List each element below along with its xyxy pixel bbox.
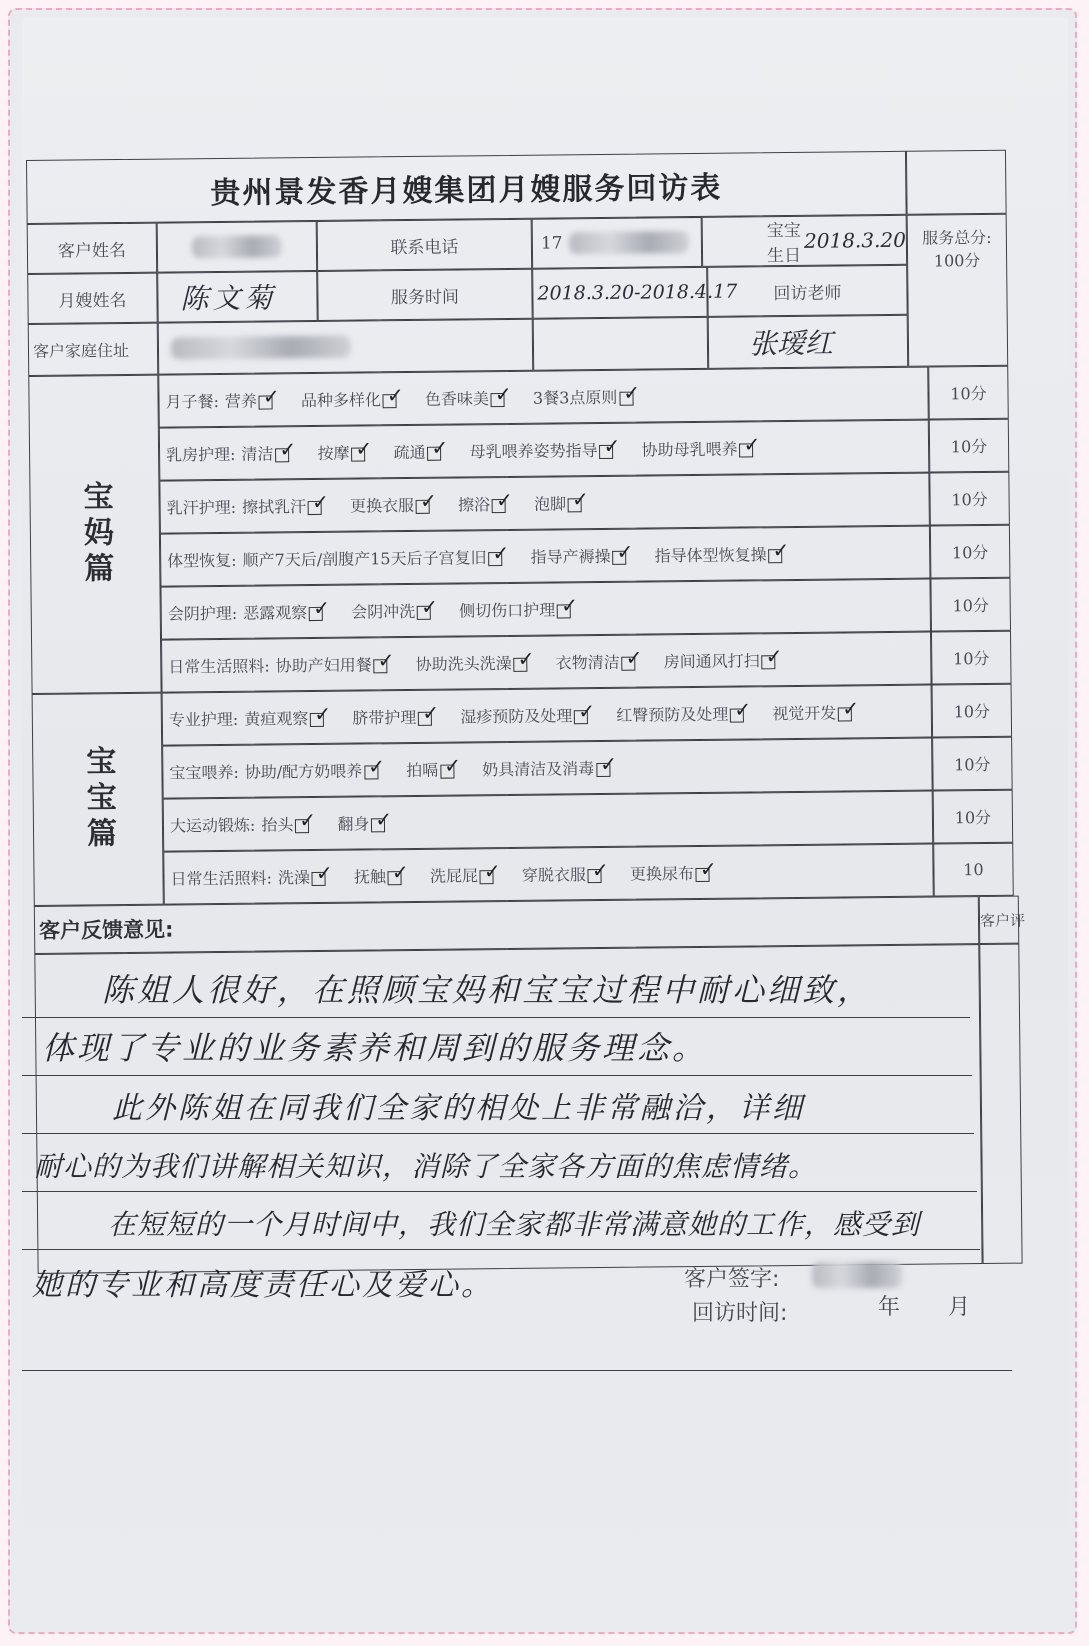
row-label: 日常生活照料:	[168, 656, 270, 677]
form-bottom-line	[22, 1370, 1012, 1371]
checklist-row	[161, 632, 932, 693]
checklist-option	[482, 756, 624, 780]
row-points: 10分	[931, 631, 1012, 685]
row-points: 10	[933, 843, 1014, 897]
checklist-option	[530, 544, 640, 568]
option-label: 指导体型恢复操	[654, 545, 767, 566]
checklist-option	[556, 649, 650, 673]
checklist-option	[301, 387, 411, 411]
checklist-option	[317, 440, 379, 464]
redacted-blur	[192, 235, 282, 258]
checkbox-checked-icon[interactable]	[351, 447, 365, 461]
option-label: 3餐3点原则	[532, 387, 618, 408]
option-label: 抬头	[261, 815, 294, 835]
feedback-line-2: 体现了专业的业务素养和周到的服务理念。	[22, 1018, 972, 1076]
checkbox-checked-icon[interactable]	[696, 867, 710, 881]
title-right-cell	[906, 150, 1007, 215]
option-label: 色香味美	[424, 389, 490, 409]
checklist-option	[630, 861, 724, 885]
row-points: 10分	[932, 684, 1013, 738]
checklist-option	[261, 812, 323, 836]
form-title: 贵州景发香月嫂集团月嫂服务回访表	[26, 151, 907, 224]
checkbox-checked-icon[interactable]	[557, 604, 571, 618]
option-label: 母乳喂养姿势指导	[469, 441, 598, 462]
option-label: 按摩	[317, 443, 350, 463]
checklist-option	[351, 599, 445, 623]
checkbox-checked-icon[interactable]	[418, 711, 432, 725]
row-label: 会阴护理:	[167, 603, 238, 624]
option-label: 恶露观察	[243, 603, 308, 623]
option-label: 擦拭乳汗	[241, 497, 307, 517]
row-label: 月子餐:	[165, 391, 220, 412]
checklist-row	[158, 367, 929, 428]
checklist-option	[276, 652, 402, 676]
row-label: 大运动锻炼:	[169, 815, 256, 836]
option-label: 品种多样化	[300, 390, 382, 411]
total-score-label: 服务总分:	[922, 227, 992, 248]
option-label: 房间通风打扫	[663, 651, 760, 672]
service-time-value: 2018.3.20-2018.4.17	[532, 267, 708, 319]
checkbox-checked-icon[interactable]	[388, 871, 402, 885]
checklist-option	[533, 385, 648, 409]
checklist-option	[278, 865, 340, 889]
checkbox-checked-icon[interactable]	[383, 394, 397, 408]
option-label: 侧切伤口护理	[459, 600, 556, 621]
checkbox-checked-icon[interactable]	[599, 444, 613, 458]
nanny-name-value: 陈文菊	[157, 271, 318, 323]
option-label: 穿脱衣服	[521, 865, 587, 885]
checklist-option	[352, 705, 446, 729]
checklist-option	[772, 700, 866, 724]
checkbox-checked-icon[interactable]	[440, 764, 454, 778]
option-label: 脐带护理	[352, 707, 417, 728]
phone-label: 联系电话	[317, 219, 533, 271]
checklist-option	[469, 438, 627, 463]
checkbox-checked-icon[interactable]	[308, 500, 322, 514]
checklist-option	[641, 436, 767, 460]
row-label: 体型恢复:	[167, 550, 237, 571]
row-points: 10分	[929, 419, 1010, 473]
baby-section-heading: 宝宝篇	[32, 693, 164, 906]
visit-month-label: 月	[948, 1295, 971, 1320]
option-label: 协助/配方奶喂养	[244, 761, 363, 782]
checkbox-checked-icon[interactable]	[612, 550, 626, 564]
row-points: 10分	[929, 472, 1010, 526]
checkbox-checked-icon[interactable]	[488, 552, 502, 566]
checkbox-checked-icon[interactable]	[309, 606, 323, 620]
checklist-row	[163, 844, 934, 905]
feedback-side-cell	[979, 944, 1022, 1264]
option-label: 翻身	[337, 814, 370, 834]
option-label: 更换衣服	[349, 495, 415, 516]
checkbox-checked-icon[interactable]	[762, 655, 776, 669]
total-score-cell	[907, 214, 1009, 367]
option-label: 黄疸观察	[244, 709, 309, 729]
checkbox-checked-icon[interactable]	[568, 498, 582, 512]
checkbox-checked-icon[interactable]	[480, 870, 494, 884]
checkbox-checked-icon[interactable]	[768, 549, 782, 563]
option-label: 视觉开发	[772, 703, 837, 724]
option-label: 洗屁屁	[429, 866, 479, 886]
checkbox-checked-icon[interactable]	[619, 391, 633, 405]
checkbox-checked-icon[interactable]	[739, 443, 753, 457]
checklist-row	[160, 579, 931, 640]
checklist-option	[430, 863, 508, 887]
checkbox-checked-icon[interactable]	[514, 657, 528, 671]
checkbox-checked-icon[interactable]	[259, 395, 273, 409]
option-label: 红臀预防及处理	[616, 704, 729, 725]
checkbox-checked-icon[interactable]	[596, 762, 610, 776]
baby-birthday-label: 宝宝生日	[766, 220, 802, 267]
baby-birthday-value: 2018.3.20	[803, 227, 907, 253]
checkbox-checked-icon[interactable]	[588, 869, 602, 883]
option-label: 营养	[224, 391, 258, 411]
checklist-row	[160, 526, 931, 587]
checklist-option	[242, 494, 336, 518]
address-label: 客户家庭住址	[28, 323, 159, 376]
checklist-option	[337, 811, 399, 835]
checklist-option	[354, 864, 416, 888]
option-label: 抚触	[353, 867, 387, 887]
checklist-option	[664, 648, 790, 672]
option-label: 协助产妇用餐	[275, 655, 372, 676]
customer-signature-label: 客户签字:	[684, 1267, 780, 1292]
row-points: 10分	[930, 525, 1011, 579]
checklist-option	[534, 491, 596, 515]
option-label: 湿疹预防及处理	[460, 706, 573, 727]
checklist-option	[406, 757, 468, 781]
total-score-value: 100分	[933, 251, 981, 271]
feedback-line-4: 耐心的为我们讲解相关知识，消除了全家各方面的焦虑情绪。	[22, 1134, 977, 1192]
option-label: 协助母乳喂养	[641, 439, 738, 460]
customer-signature-redacted	[812, 1262, 902, 1288]
checkbox-checked-icon[interactable]	[371, 818, 385, 832]
row-points: 10分	[928, 366, 1009, 420]
option-label: 洗澡	[277, 868, 311, 888]
checklist-row	[159, 420, 930, 481]
address-empty-cell	[533, 317, 709, 371]
checklist-option	[654, 542, 796, 566]
option-label: 泡脚	[533, 494, 567, 514]
address-value	[158, 319, 534, 375]
feedback-line-3: 此外陈姐在同我们全家的相处上非常融洽，详细	[22, 1076, 974, 1134]
feedback-line-6: 她的专业和高度责任心及爱心。	[32, 1268, 494, 1303]
feedback-side-label: 客户评	[979, 896, 1020, 944]
checkbox-checked-icon[interactable]	[427, 446, 441, 460]
checklist-option	[243, 600, 337, 624]
option-label: 疏通	[393, 442, 426, 463]
checklist-row	[162, 685, 933, 746]
checklist-row	[162, 738, 933, 799]
checkbox-checked-icon[interactable]	[417, 605, 431, 619]
checkbox-checked-icon[interactable]	[295, 819, 309, 833]
row-label: 日常生活照料:	[170, 868, 273, 889]
checkbox-checked-icon[interactable]	[275, 448, 289, 462]
row-points: 10分	[930, 578, 1011, 632]
row-points: 10分	[933, 790, 1014, 844]
checkbox-checked-icon[interactable]	[730, 708, 744, 722]
option-label: 协助洗头洗澡	[415, 653, 512, 674]
feedback-label: 客户反馈意见:	[34, 896, 979, 954]
checklist-option	[416, 651, 542, 675]
visit-time-label: 回访时间:	[692, 1301, 788, 1326]
checkbox-checked-icon[interactable]	[492, 498, 506, 512]
checklist-option	[616, 701, 758, 725]
option-label: 擦浴	[457, 495, 491, 515]
mom-section-heading: 宝妈篇	[28, 375, 161, 694]
checklist-row	[163, 791, 934, 852]
option-label: 会阴冲洗	[351, 601, 416, 622]
checklist-option	[522, 862, 616, 886]
visit-year-label: 年	[878, 1295, 901, 1320]
checklist-option	[425, 386, 519, 410]
option-label: 清洁	[241, 444, 274, 464]
phone-prefix: 17	[540, 233, 563, 254]
checklist-option	[460, 703, 602, 727]
customer-name-value	[157, 221, 318, 273]
nanny-name-label: 月嫂姓名	[27, 273, 158, 324]
option-label: 更换尿布	[629, 864, 695, 884]
redacted-blur	[171, 336, 351, 360]
option-label: 奶具清洁及消毒	[482, 759, 595, 780]
checklist-option	[458, 492, 520, 516]
checkbox-checked-icon[interactable]	[312, 871, 326, 885]
checkbox-checked-icon[interactable]	[574, 710, 588, 724]
option-label: 顺产7天后/剖腹产15天后子宫复旧	[242, 548, 487, 570]
checkbox-checked-icon[interactable]	[374, 659, 388, 673]
feedback-line-1: 陈姐人很好，在照顾宝妈和宝宝过程中耐心细致，	[22, 960, 970, 1018]
checkbox-checked-icon[interactable]	[838, 707, 852, 721]
baby-birthday	[702, 215, 908, 267]
checkbox-checked-icon[interactable]	[491, 392, 505, 406]
checklist-option	[393, 440, 455, 464]
checklist-option	[242, 545, 516, 571]
checklist-option	[245, 758, 393, 783]
option-label: 指导产褥操	[530, 546, 611, 567]
option-label: 衣物清洁	[555, 652, 620, 673]
checkbox-checked-icon[interactable]	[416, 499, 430, 513]
checklist-row	[159, 473, 930, 534]
visit-teacher-signature: 张瑷红	[708, 315, 909, 369]
row-label: 宝宝喂养:	[169, 762, 239, 783]
checklist-option	[350, 493, 444, 517]
redacted-blur	[568, 231, 688, 254]
checklist-option	[459, 597, 585, 621]
feedback-line-5: 在短短的一个月时间中，我们全家都非常满意她的工作，感受到	[22, 1192, 980, 1250]
row-points: 10分	[932, 737, 1013, 791]
phone-value	[532, 217, 703, 269]
checklist-option	[244, 706, 338, 730]
visit-teacher-label: 回访老师	[707, 265, 908, 317]
checklist-option	[225, 388, 287, 412]
row-label: 乳房护理:	[165, 444, 236, 465]
checkbox-checked-icon[interactable]	[364, 765, 378, 779]
option-label: 拍嗝	[406, 760, 439, 781]
customer-name-label: 客户姓名	[27, 223, 158, 274]
checkbox-checked-icon[interactable]	[622, 656, 636, 670]
checkbox-checked-icon[interactable]	[310, 712, 324, 726]
row-label: 专业护理:	[168, 709, 239, 730]
service-time-label: 服务时间	[317, 269, 533, 321]
checklist-option	[241, 441, 303, 465]
row-label: 乳汗护理:	[166, 497, 237, 518]
